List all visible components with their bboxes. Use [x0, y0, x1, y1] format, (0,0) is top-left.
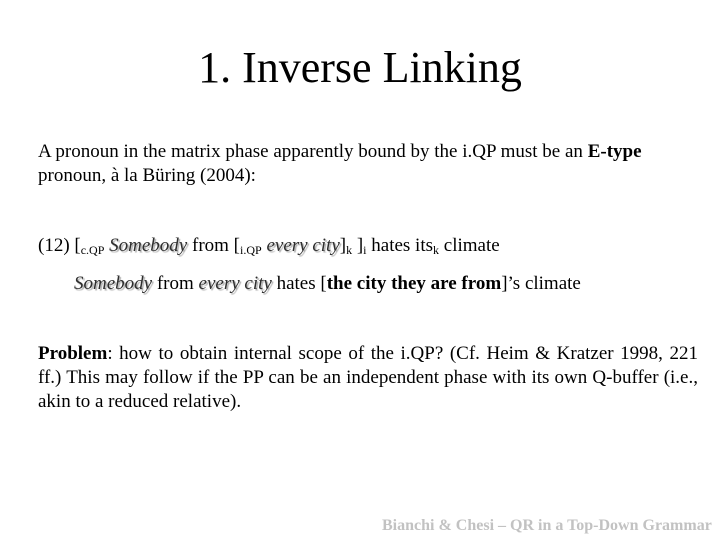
gloss-from: from — [152, 273, 199, 294]
problem-label: Problem — [38, 343, 108, 364]
gloss-tail: ]’s climate — [501, 273, 581, 294]
example-close-bracket-k: ] — [339, 235, 347, 256]
gloss-every-city: every city — [198, 273, 272, 294]
subscript-k: k — [346, 243, 353, 257]
example-climate: climate — [439, 235, 500, 256]
gloss-hates: hates [ — [271, 273, 327, 294]
example-open-bracket: [ — [69, 235, 81, 256]
example-somebody: Somebody — [109, 235, 188, 256]
example-12 — [38, 234, 698, 262]
example-hates-its: hates its — [366, 235, 434, 256]
example-number: (12) — [38, 235, 70, 256]
example-every-city: every city — [266, 235, 340, 256]
subscript-i: i — [363, 243, 367, 257]
problem-paragraph — [38, 342, 698, 414]
subscript-k-its: k — [433, 243, 440, 257]
intro-text-before: A pronoun in the matrix phase apparently bound by the i.QP must be an — [38, 141, 588, 162]
example-close-bracket-i: ] — [352, 235, 364, 256]
slide-title: 1. Inverse Linking — [198, 43, 522, 92]
gloss-bold-phrase: the city they are from — [326, 273, 502, 294]
intro-text-after: pronoun, à la Büring (2004): — [38, 165, 256, 186]
example-from: from [ — [187, 235, 241, 256]
intro-bold-term: E-type — [587, 141, 642, 162]
gloss-somebody: Somebody — [74, 273, 153, 294]
intro-paragraph — [38, 140, 698, 188]
footer-credit: Bianchi & Chesi – QR in a Top-Down Grammar — [382, 517, 712, 534]
subscript-iqp: i.QP — [240, 243, 262, 257]
problem-text: : how to obtain internal scope of the i.QP? (Cf. Heim & Kratzer 1998, 221 ff.) This may follow if the PP can be an independent phase with its own Q-buffer (i.e., akin to a reduced relative). — [38, 343, 698, 412]
example-gloss — [74, 272, 720, 296]
subscript-cqp: c.QP — [80, 243, 105, 257]
